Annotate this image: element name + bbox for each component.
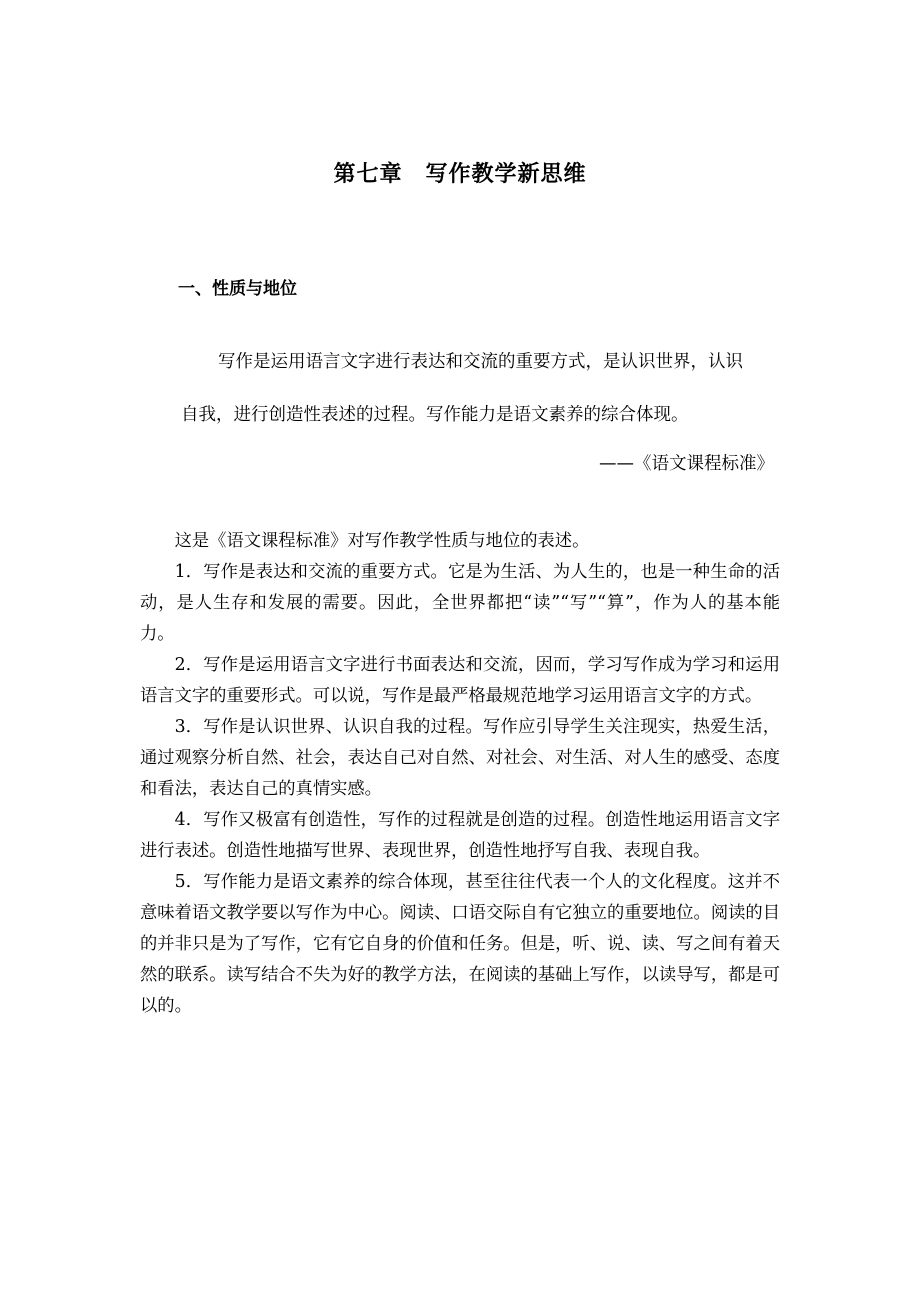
paragraph: 1．写作是表达和交流的重要方式。它是为生活、为人生的，也是一种生命的活动，是人生存和发展的需要。因此，全世界都把“读”“写”“算”，作为人的基本能力。	[140, 562, 780, 644]
paragraph: 3．写作是认识世界、认识自我的过程。写作应引导学生关注现实，热爱生活，通过观察分析自然、社会，表达自己对自然、对社会、对生活、对人生的感受、态度和看法，表达自己的真情实感。	[140, 717, 780, 799]
section-heading: 一、性质与地位	[178, 279, 297, 299]
body-text	[140, 526, 780, 1022]
quote-line: 写作是运用语言文字进行表达和交流的重要方式，是认识世界，认识	[218, 352, 743, 372]
standard-quote	[181, 348, 776, 454]
paragraph: 5．写作能力是语文素养的综合体现，甚至往往代表一个人的文化程度。这并不意味着语文教学要以写作为中心。阅读、口语交际自有它独立的重要地位。阅读的目的并非只是为了写作，它有它自身的价值和任务。但是，听、说、读、写之间有着天然的联系。读写结合不失为好的教学方法，在阅读的基础上写作，以读导写，都是可以的。	[140, 872, 780, 1016]
chapter-title: 第七章 写作教学新思维	[333, 162, 587, 187]
paragraph: 2．写作是运用语言文字进行书面表达和交流，因而，学习写作成为学习和运用语言文字的重要形式。可以说，写作是最严格最规范地学习运用语言文字的方式。	[140, 655, 780, 706]
quote-line: 自我，进行创造性表述的过程。写作能力是语文素养的综合体现。	[181, 405, 689, 425]
paragraph: 4．写作又极富有创造性，写作的过程就是创造的过程。创造性地运用语言文字进行表述。创造性地描写世界、表现世界，创造性地抒写自我、表现自我。	[140, 810, 780, 861]
quote-source: ——《语文课程标准》	[599, 454, 774, 474]
paragraph: 这是《语文课程标准》对写作教学性质与地位的表述。	[174, 531, 590, 551]
